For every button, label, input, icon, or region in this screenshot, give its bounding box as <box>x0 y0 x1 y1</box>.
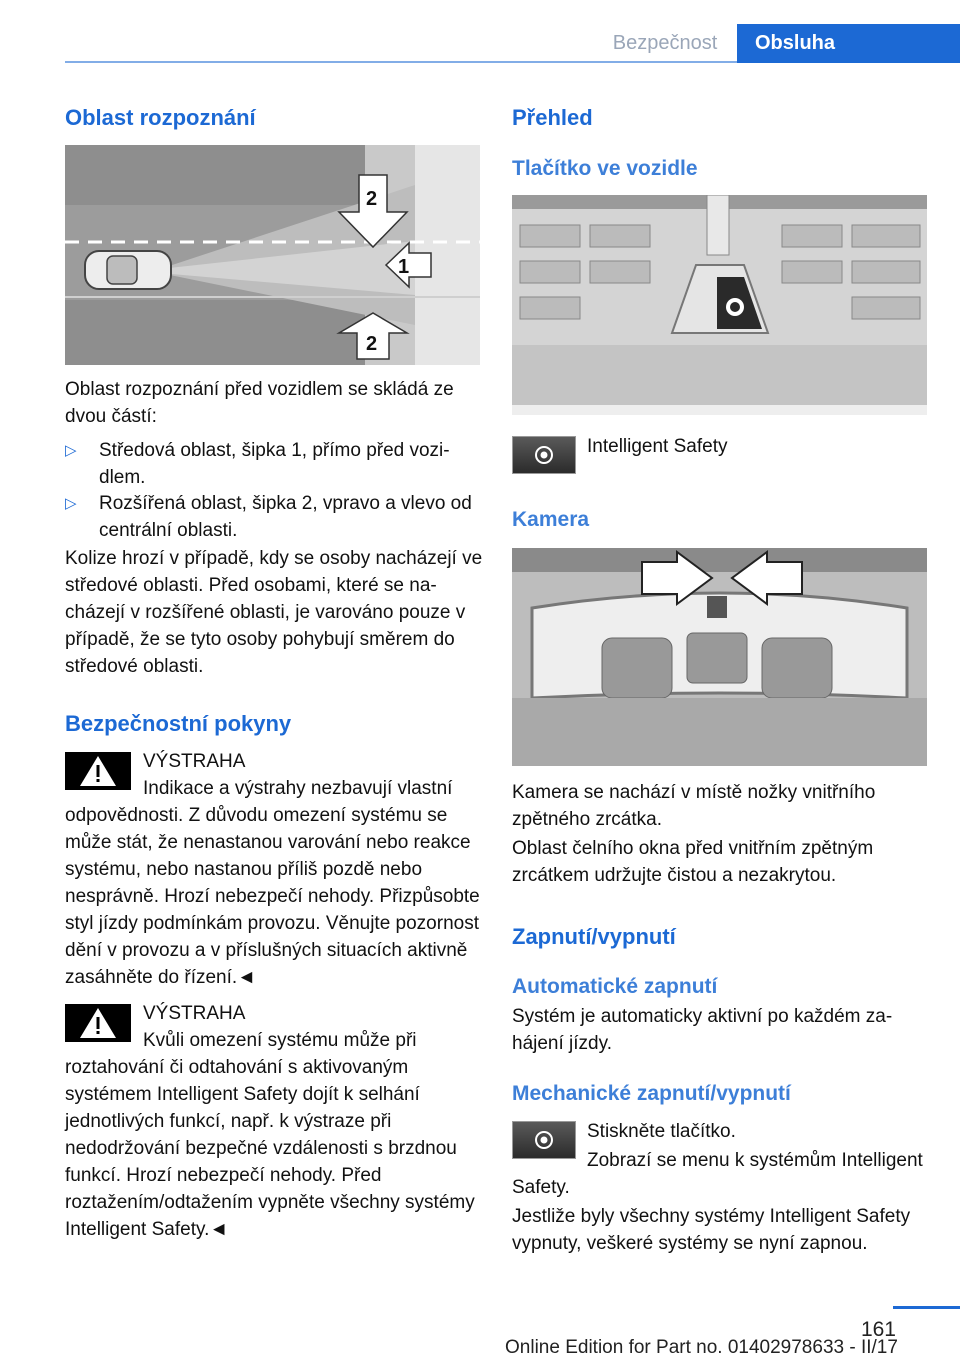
figure-camera <box>512 548 927 766</box>
figure-label-top: 2 <box>366 188 378 210</box>
paragraph-detection-intro: Oblast rozpoznání před vozidlem se skládá ze dvou částí: <box>65 379 454 427</box>
heading-manual-on-off: Mechanické zapnutí/vypnutí <box>512 1082 791 1105</box>
paragraph-auto-on: Systém je automaticky aktivní po každém zahájení jízdy. <box>512 1006 893 1054</box>
footer-edition: Online Edition for Part no. 01402978633 - II/17 <box>505 1337 898 1358</box>
paragraph-menu-shown: Zobrazí se menu k systémům Intelligent Safety. <box>512 1150 923 1198</box>
warning-text: Kvůli omezení systému může při roztahování či odtahování s aktivovaným systémem Intelligent Safety dojít k selhání jednotlivých funkcí, např. k výstraze při nedodržování bezpečné vzdálenosti s brzdnou funkcí. Hrozí nebezpečí nehody. Před roztažením/odtažením vypněte všechny systémy Intelligent Safety.◄ <box>65 1030 475 1240</box>
paragraph-all-systems: Jestliže byly všechny systémy Intelligent Safety vypnuty, veškeré systémy se nyní zapnou. <box>512 1206 911 1254</box>
paragraph-camera-location: Kamera se nachází v místě nožky vnitřního zpětného zrcátka. <box>512 782 876 830</box>
car-icon <box>85 251 171 289</box>
triangle-bullet-icon: ▷ <box>65 442 77 459</box>
paragraph-camera-clean: Oblast čelního okna před vnitřním zpětným zrcátkem udržujte čistou a nezakrytou. <box>512 838 874 886</box>
warning-title: VÝSTRAHA <box>143 1003 246 1024</box>
warning-title: VÝSTRAHA <box>143 751 246 772</box>
warning-text: Indikace a výstrahy nezbavují vlastní odpovědnosti. Z důvodu omezení systému se může stát, že nenastanou varování nebo reakce systému, nebo nastanou příliš pozdě nebo nesprávně. Hrozí nebezpečí nehody. Přizpůsobte styl jízdy podmínkám provozu. Věnujte pozornost dění v provozu a v příslušných situacích aktivně zasáhněte do řízení.◄ <box>65 778 480 988</box>
header-tab-active[interactable]: Obsluha <box>737 24 960 63</box>
triangle-bullet-icon: ▷ <box>65 495 77 512</box>
heading-detection-area: Oblast rozpoznání <box>65 105 256 130</box>
heading-on-off: Zapnutí/vypnutí <box>512 924 676 949</box>
figure-label-bottom: 2 <box>366 333 378 355</box>
list-item: ▷ Středová oblast, šipka 1, přímo před vozidlem. <box>65 437 485 497</box>
header-divider <box>65 61 960 63</box>
paragraph-collision: Kolize hrozí v případě, kdy se osoby nacházejí ve středové oblasti. Před osobami, které se nacházejí v rozšířené oblasti, je varováno pouze v případě, že se tyto osoby pohybují směrem do středové oblasti. <box>65 548 483 677</box>
heading-safety-notes: Bezpečnostní pokyny <box>65 711 292 736</box>
button-label: Intelligent Safety <box>587 436 728 457</box>
footer-accent-line <box>893 1306 960 1309</box>
figure-detection-area <box>65 145 480 365</box>
heading-camera: Kamera <box>512 508 590 531</box>
figure-label-center: 1 <box>398 256 410 278</box>
page-number: 161 <box>860 1318 896 1341</box>
figure-button-in-vehicle <box>512 195 927 415</box>
paragraph-press-button: Stiskněte tlačítko. <box>587 1121 736 1142</box>
intelligent-safety-button-icon[interactable] <box>512 436 576 474</box>
header-tab-section[interactable]: Bezpečnost <box>612 31 718 54</box>
heading-auto-on: Automatické zapnutí <box>512 975 718 998</box>
list-item: ▷ Rozšířená oblast, šipka 2, vpravo a vlevo od centrální oblasti. <box>65 490 485 550</box>
heading-button-in-vehicle: Tlačítko ve vozidle <box>512 157 698 180</box>
heading-overview: Přehled <box>512 105 593 130</box>
